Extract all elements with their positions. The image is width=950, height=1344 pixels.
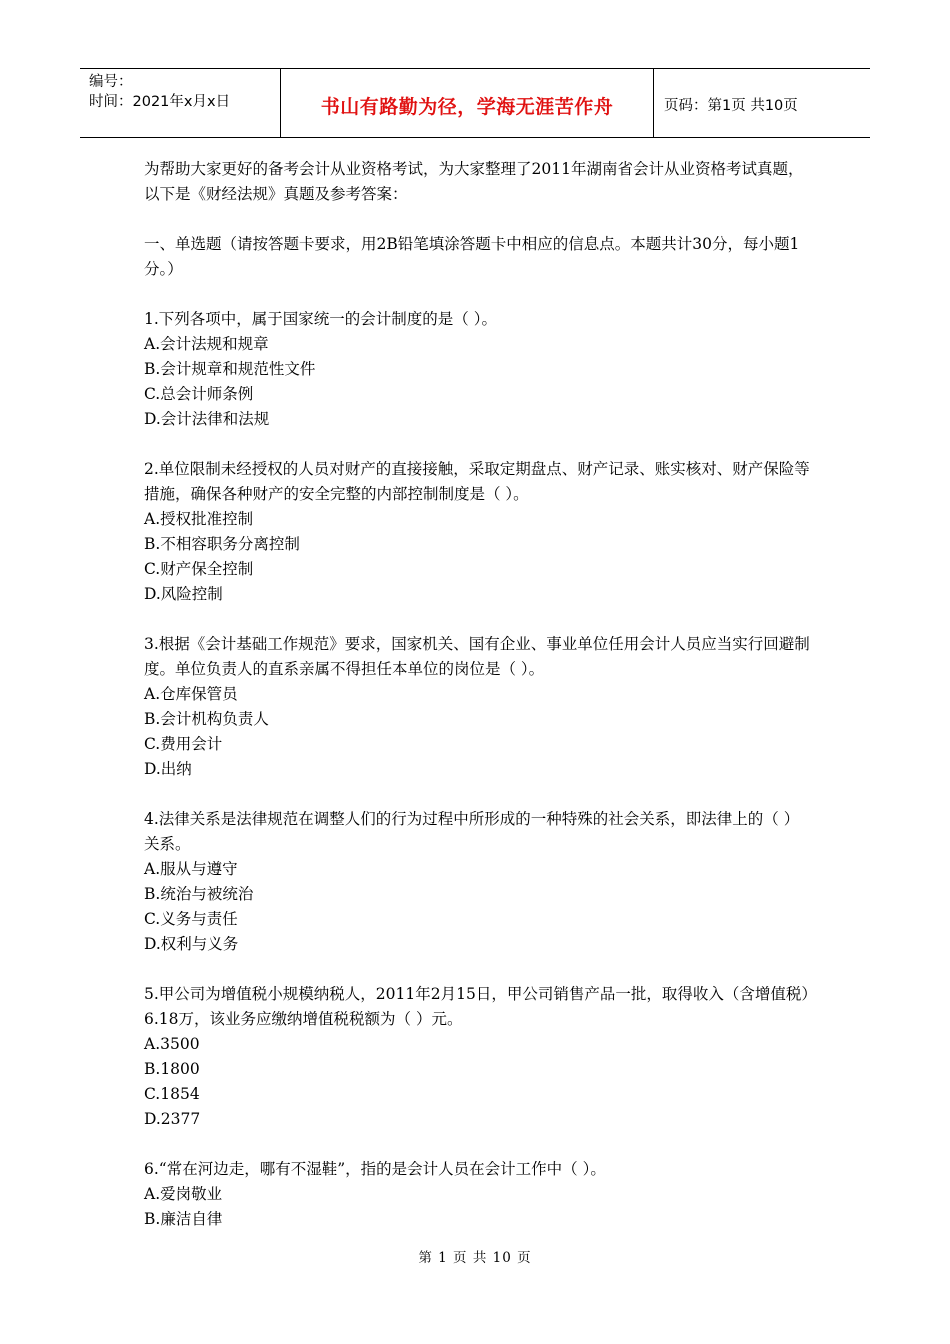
question-option: C.义务与责任: [144, 910, 238, 928]
question-option: C.费用会计: [144, 735, 223, 753]
header-page-cell: [654, 69, 870, 137]
question-option: A.授权批准控制: [144, 510, 254, 528]
question-option: A.3500: [144, 1035, 200, 1053]
question-option: C.财产保全控制: [144, 560, 254, 578]
question-option: D.风险控制: [144, 585, 223, 603]
question-option: B.不相容职务分离控制: [144, 535, 300, 553]
document-body: [144, 157, 812, 1232]
page-info-text: 页码：第1页 共10页: [664, 97, 798, 114]
header-meta-cell: [80, 69, 281, 137]
question-1: [144, 307, 812, 432]
section-title: 一、单选题（请按答题卡要求，用2B铅笔填涂答题卡中相应的信息点。本题共计30分，每小题1分。）: [144, 235, 800, 278]
question-stem: 6.“常在河边走，哪有不湿鞋”，指的是会计人员在会计工作中（ ）。: [144, 1160, 606, 1178]
question-option: B.1800: [144, 1060, 200, 1078]
question-option: B.会计机构负责人: [144, 710, 269, 728]
question-option: D.2377: [144, 1110, 201, 1128]
question-2: [144, 457, 812, 607]
question-option: A.仓库保管员: [144, 685, 238, 703]
document-time-label: 时间：2021年x月x日: [89, 94, 231, 110]
question-option: C.总会计师条例: [144, 385, 254, 403]
question-option: D.会计法律和法规: [144, 410, 270, 428]
question-3: [144, 632, 812, 782]
question-option: B.会计规章和规范性文件: [144, 360, 316, 378]
motto-text: 书山有路勤为径，学海无涯苦作舟: [320, 95, 614, 118]
header-motto-cell: [281, 69, 654, 137]
intro-paragraph: 为帮助大家更好的备考会计从业资格考试，为大家整理了2011年湖南省会计从业资格考试真题，以下是《财经法规》真题及参考答案：: [144, 160, 804, 203]
question-option: A.爱岗敬业: [144, 1185, 223, 1203]
question-option: A.服从与遵守: [144, 860, 238, 878]
header-table: [80, 68, 870, 138]
question-option: D.权利与义务: [144, 935, 239, 953]
question-stem: 5.甲公司为增值税小规模纳税人，2011年2月15日，甲公司销售产品一批，取得收入（含增值税）6.18万，该业务应缴纳增值税税额为（ ）元。: [144, 985, 810, 1028]
question-stem: 3.根据《会计基础工作规范》要求，国家机关、国有企业、事业单位任用会计人员应当实行回避制度。单位负责人的直系亲属不得担任本单位的岗位是（ ）。: [144, 635, 810, 678]
question-stem: 4.法律关系是法律规范在调整人们的行为过程中所形成的一种特殊的社会关系，即法律上的（ ）关系。: [144, 810, 800, 853]
question-stem: 1.下列各项中，属于国家统一的会计制度的是（ ）。: [144, 310, 497, 328]
document-number-label: 编号：: [89, 74, 133, 90]
question-option: B.统治与被统治: [144, 885, 254, 903]
question-option: C.1854: [144, 1085, 200, 1103]
question-option: A.会计法规和规章: [144, 335, 269, 353]
page-footer: 第 1 页 共 10 页: [418, 1250, 532, 1266]
question-option: B.廉洁自律: [144, 1210, 223, 1228]
question-6: [144, 1157, 812, 1232]
question-option: D.出纳: [144, 760, 192, 778]
question-stem: 2.单位限制未经授权的人员对财产的直接接触，采取定期盘点、财产记录、账实核对、财产保险等措施，确保各种财产的安全完整的内部控制制度是（ ）。: [144, 460, 810, 503]
question-4: [144, 807, 812, 957]
question-5: [144, 982, 812, 1132]
